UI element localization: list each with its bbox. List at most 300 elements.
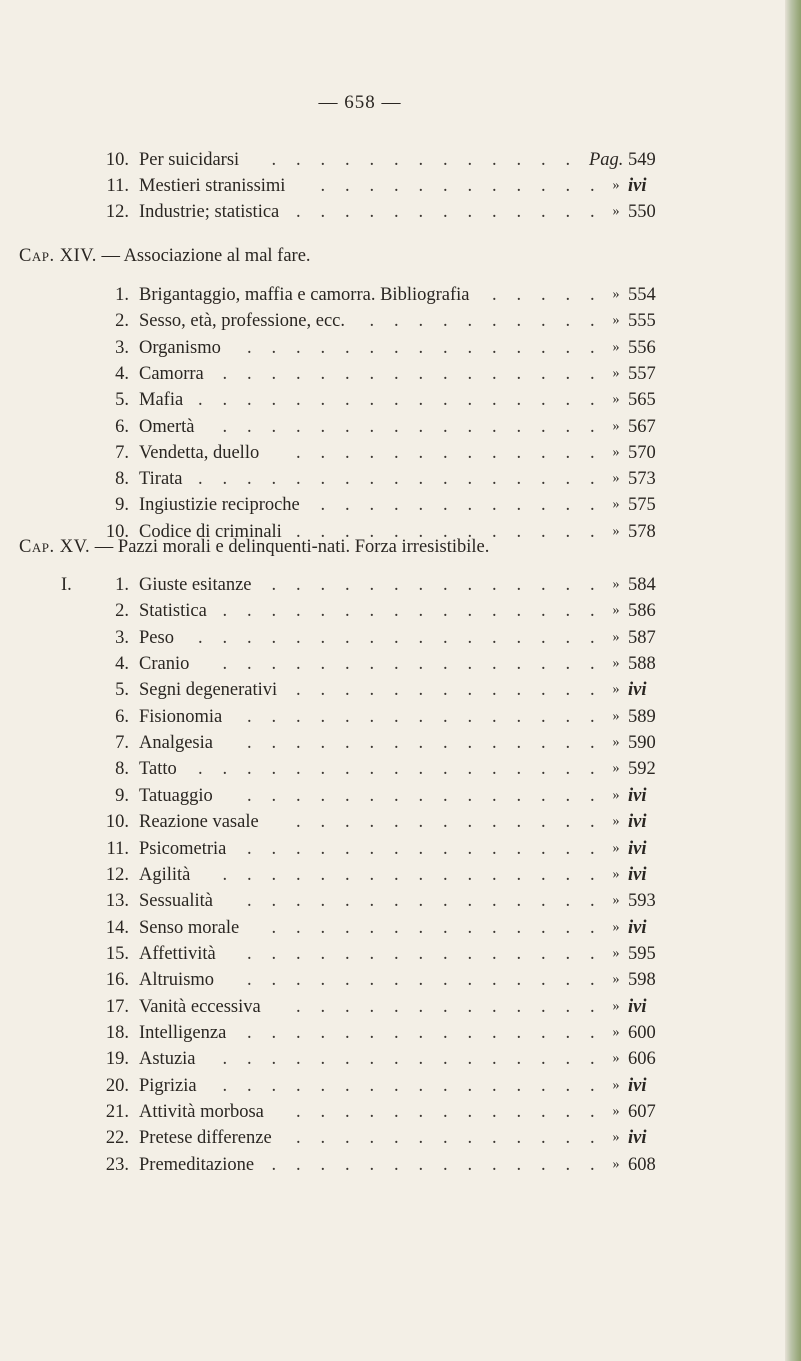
leader-dot: . <box>492 680 497 700</box>
leader-dot: . <box>320 654 326 674</box>
leader-dot: . <box>418 1102 424 1122</box>
leader-dot: . <box>296 390 301 410</box>
page-reference: 598 <box>628 970 656 990</box>
leader-dot: . <box>516 891 522 911</box>
chapter-title: — Pazzi morali e delinquenti-nati. Forza irresistibile. <box>94 537 490 557</box>
leader-dot: . <box>394 1076 399 1096</box>
leader-dot: . <box>565 997 571 1017</box>
ditto-mark: » <box>612 630 620 645</box>
leader-dot: . <box>418 1076 424 1096</box>
leader-dot: . <box>320 443 326 463</box>
leader-dot: . <box>345 443 350 463</box>
leader-dot: . <box>369 891 375 911</box>
leader-dot: . <box>320 970 326 990</box>
leader-dot: . <box>443 390 448 410</box>
leader-dot: . <box>320 601 326 621</box>
entry-title: Fisionomia <box>139 707 223 727</box>
leader-dot: . <box>369 364 375 384</box>
toc-entry <box>0 387 785 413</box>
toc-entry <box>0 572 785 598</box>
leader-dot: . <box>590 390 595 410</box>
leader-dot: . <box>345 865 350 885</box>
leader-dot: . <box>198 628 203 648</box>
leader-dot: . <box>418 1128 424 1148</box>
leader-dot: . <box>296 865 301 885</box>
leader-dot: . <box>467 338 473 358</box>
leader-dot: . <box>443 1049 448 1069</box>
entry-title: Agilità <box>139 865 191 885</box>
leader-dot: . <box>394 443 399 463</box>
leader-dot: . <box>443 202 448 222</box>
leader-dot: . <box>296 522 301 542</box>
ditto-mark: » <box>612 419 620 434</box>
leader-dot: . <box>271 417 277 437</box>
leader-dot: . <box>492 997 497 1017</box>
leader-dot: . <box>296 997 301 1017</box>
leader-dot: . <box>467 311 473 331</box>
leader-dot: . <box>443 839 448 859</box>
entry-title: Tatto <box>139 759 177 779</box>
leader-dot: . <box>418 970 424 990</box>
entry-title: Camorra <box>139 364 204 384</box>
page-reference: 588 <box>628 654 656 674</box>
leader-dot: . <box>541 654 546 674</box>
leader-dot: . <box>271 469 277 489</box>
leader-dot: . <box>467 839 473 859</box>
entry-number: 8. <box>115 469 129 489</box>
leader-dot: . <box>320 786 326 806</box>
leader-dot: . <box>492 1102 497 1122</box>
leader-dot: . <box>345 522 350 542</box>
leader-dot: . <box>345 1023 350 1043</box>
leader-dot: . <box>394 812 399 832</box>
toc-entry <box>0 1020 785 1046</box>
leader-dot: . <box>443 944 448 964</box>
leader-dot: . <box>516 469 522 489</box>
leader-dot: . <box>565 1102 571 1122</box>
leader-dot: . <box>345 733 350 753</box>
leader-dot: . <box>369 202 375 222</box>
leader-dot: . <box>590 364 595 384</box>
entry-number: 3. <box>115 338 129 358</box>
ditto-mark: » <box>612 1157 620 1172</box>
leader-dot: . <box>369 176 375 196</box>
leader-dot: . <box>516 1076 522 1096</box>
leader-dot: . <box>369 522 375 542</box>
leader-dot: . <box>541 680 546 700</box>
page-reference: 587 <box>628 628 656 648</box>
entry-number: 3. <box>115 628 129 648</box>
ditto-mark: » <box>612 204 620 219</box>
leader-dot: . <box>492 654 497 674</box>
leader-dot: . <box>590 812 595 832</box>
leader-dot: . <box>296 1076 301 1096</box>
leader-dot: . <box>418 1049 424 1069</box>
entry-number: 4. <box>115 364 129 384</box>
leader-dot: . <box>418 364 424 384</box>
leader-dot: . <box>443 733 448 753</box>
leader-dot: . <box>394 1102 399 1122</box>
leader-dot: . <box>541 1128 546 1148</box>
toc-entry <box>0 967 785 993</box>
leader-dot: . <box>590 970 595 990</box>
leader-dot: . <box>590 417 595 437</box>
page-reference: 575 <box>628 495 656 515</box>
leader-dot: . <box>467 522 473 542</box>
leader-dot: . <box>492 1155 497 1175</box>
leader-dot: . <box>541 1076 546 1096</box>
leader-dot: . <box>492 417 497 437</box>
leader-dot: . <box>541 628 546 648</box>
leader-dot: . <box>345 417 350 437</box>
ditto-mark: » <box>612 972 620 987</box>
leader-dot: . <box>296 364 301 384</box>
entry-number: 10. <box>105 150 129 170</box>
leader-dot: . <box>345 390 350 410</box>
leader-dot: . <box>345 1049 350 1069</box>
ditto-mark: » <box>612 1078 620 1093</box>
toc-entry <box>0 730 785 756</box>
ditto-mark: » <box>612 920 620 935</box>
leader-dot: . <box>467 1076 473 1096</box>
leader-dot: . <box>345 707 350 727</box>
ditto-mark: » <box>612 893 620 908</box>
leader-dot: . <box>369 601 375 621</box>
leader-dot: . <box>320 1023 326 1043</box>
leader-dot: . <box>247 839 252 859</box>
leader-dot: . <box>565 364 571 384</box>
toc-entry <box>0 783 785 809</box>
leader-dot: . <box>590 1102 595 1122</box>
leader-dot: . <box>541 865 546 885</box>
leader-dot: . <box>369 812 375 832</box>
leader-dot: . <box>541 1049 546 1069</box>
leader-dot: . <box>296 1102 301 1122</box>
page-reference: 570 <box>628 443 656 463</box>
leader-dot: . <box>369 150 375 170</box>
leader-dot: . <box>296 417 301 437</box>
leader-dot: . <box>467 759 473 779</box>
page-reference: ivi <box>628 839 647 859</box>
toc-entry <box>0 888 785 914</box>
page-reference: 565 <box>628 390 656 410</box>
leader-dot: . <box>467 997 473 1017</box>
leader-dot: . <box>296 970 301 990</box>
leader-dot: . <box>369 654 375 674</box>
toc-entry <box>0 466 785 492</box>
leader-dot: . <box>296 944 301 964</box>
leader-dot: . <box>394 311 399 331</box>
leader-dot: . <box>394 654 399 674</box>
page-reference: ivi <box>628 1128 647 1148</box>
leader-dot: . <box>443 338 448 358</box>
page-reference: 567 <box>628 417 656 437</box>
leader-dot: . <box>418 575 424 595</box>
entry-number: 12. <box>105 865 129 885</box>
leader-dot: . <box>247 759 252 779</box>
leader-dot: . <box>590 1076 595 1096</box>
chapter-label: Cap. XV. <box>19 537 91 557</box>
leader-dot: . <box>320 865 326 885</box>
leader-dot: . <box>565 628 571 648</box>
leader-dot: . <box>369 733 375 753</box>
leader-dot: . <box>296 891 301 911</box>
leader-dot: . <box>443 891 448 911</box>
entry-title: Mafia <box>139 390 184 410</box>
toc-entry <box>0 1125 785 1151</box>
leader-dot: . <box>345 997 350 1017</box>
leader-dot: . <box>271 839 277 859</box>
leader-dot: . <box>443 150 448 170</box>
leader-dot: . <box>565 443 571 463</box>
leader-dot: . <box>369 338 375 358</box>
leader-dot: . <box>541 601 546 621</box>
leader-dot: . <box>541 202 546 222</box>
leader-dot: . <box>247 601 252 621</box>
page-label: Pag. <box>589 150 624 170</box>
leader-dot: . <box>271 654 277 674</box>
leader-dot: . <box>345 918 350 938</box>
ditto-mark: » <box>612 392 620 407</box>
leader-dot: . <box>345 1155 350 1175</box>
leader-dot: . <box>516 997 522 1017</box>
leader-dot: . <box>516 176 522 196</box>
ditto-mark: » <box>612 867 620 882</box>
ditto-mark: » <box>612 841 620 856</box>
leader-dot: . <box>222 390 228 410</box>
leader-dot: . <box>418 891 424 911</box>
leader-dot: . <box>198 469 203 489</box>
leader-dot: . <box>565 469 571 489</box>
leader-dot: . <box>492 865 497 885</box>
leader-dot: . <box>565 970 571 990</box>
leader-dot: . <box>418 944 424 964</box>
leader-dot: . <box>369 839 375 859</box>
ditto-mark: » <box>612 999 620 1014</box>
leader-dot: . <box>222 1049 228 1069</box>
leader-dot: . <box>516 839 522 859</box>
leader-dot: . <box>492 707 497 727</box>
leader-dot: . <box>369 865 375 885</box>
leader-dot: . <box>222 469 228 489</box>
leader-dot: . <box>394 1155 399 1175</box>
leader-dot: . <box>271 338 277 358</box>
leader-dot: . <box>443 997 448 1017</box>
leader-dot: . <box>345 759 350 779</box>
leader-dot: . <box>345 786 350 806</box>
leader-dot: . <box>492 469 497 489</box>
leader-dot: . <box>369 575 375 595</box>
leader-dot: . <box>296 759 301 779</box>
leader-dot: . <box>492 759 497 779</box>
leader-dot: . <box>296 733 301 753</box>
leader-dot: . <box>565 654 571 674</box>
entry-title: Altruismo <box>139 970 215 990</box>
leader-dot: . <box>320 364 326 384</box>
leader-dot: . <box>345 839 350 859</box>
leader-dot: . <box>222 1076 228 1096</box>
ditto-mark: » <box>612 287 620 302</box>
leader-dot: . <box>467 970 473 990</box>
leader-dot: . <box>418 707 424 727</box>
leader-dot: . <box>443 417 448 437</box>
leader-dot: . <box>418 150 424 170</box>
leader-dot: . <box>345 654 350 674</box>
leader-dot: . <box>320 628 326 648</box>
page-reference: 589 <box>628 707 656 727</box>
entry-number: 14. <box>105 918 129 938</box>
leader-dot: . <box>516 707 522 727</box>
leader-dot: . <box>296 443 301 463</box>
leader-dot: . <box>369 1049 375 1069</box>
leader-dot: . <box>541 364 546 384</box>
leader-dot: . <box>467 944 473 964</box>
ditto-mark: » <box>612 788 620 803</box>
leader-dot: . <box>443 865 448 885</box>
leader-dot: . <box>590 1155 595 1175</box>
leader-dot: . <box>492 202 497 222</box>
leader-dot: . <box>516 150 522 170</box>
leader-dot: . <box>565 150 571 170</box>
leader-dot: . <box>271 759 277 779</box>
page-reference: ivi <box>628 1076 647 1096</box>
entry-number: 4. <box>115 654 129 674</box>
leader-dot: . <box>369 1102 375 1122</box>
leader-dot: . <box>467 364 473 384</box>
leader-dot: . <box>541 575 546 595</box>
leader-dot: . <box>516 970 522 990</box>
leader-dot: . <box>247 707 252 727</box>
leader-dot: . <box>590 628 595 648</box>
leader-dot: . <box>492 628 497 648</box>
entry-number: 7. <box>115 443 129 463</box>
leader-dot: . <box>369 918 375 938</box>
ditto-mark: » <box>612 709 620 724</box>
leader-dot: . <box>492 786 497 806</box>
page-reference: 549 <box>628 150 656 170</box>
leader-dot: . <box>565 495 571 515</box>
entry-number: 9. <box>115 786 129 806</box>
toc-entry <box>0 173 785 199</box>
leader-dot: . <box>296 786 301 806</box>
entry-title: Segni degenerativi <box>139 680 278 700</box>
leader-dot: . <box>516 338 522 358</box>
leader-dot: . <box>590 654 595 674</box>
entry-number: 13. <box>105 891 129 911</box>
leader-dot: . <box>565 944 571 964</box>
page-reference: 608 <box>628 1155 656 1175</box>
leader-dot: . <box>590 891 595 911</box>
entry-title: Pigrizia <box>139 1076 197 1096</box>
leader-dot: . <box>369 417 375 437</box>
leader-dot: . <box>443 1155 448 1175</box>
leader-dot: . <box>443 522 448 542</box>
leader-dot: . <box>247 1023 252 1043</box>
leader-dot: . <box>271 786 277 806</box>
leader-dot: . <box>418 997 424 1017</box>
leader-dot: . <box>467 417 473 437</box>
leader-dot: . <box>418 417 424 437</box>
leader-dot: . <box>222 865 228 885</box>
ditto-mark: » <box>612 682 620 697</box>
leader-dot: . <box>369 1155 375 1175</box>
toc-entry <box>0 361 785 387</box>
leader-dot: . <box>296 1128 301 1148</box>
entry-title: Tatuaggio <box>139 786 213 806</box>
leader-dot: . <box>418 839 424 859</box>
leader-dot: . <box>467 1023 473 1043</box>
leader-dot: . <box>345 150 350 170</box>
leader-dot: . <box>516 285 522 305</box>
leader-dot: . <box>222 628 228 648</box>
leader-dot: . <box>247 733 252 753</box>
leader-dot: . <box>369 311 375 331</box>
leader-dot: . <box>565 417 571 437</box>
leader-dot: . <box>492 918 497 938</box>
leader-dot: . <box>271 601 277 621</box>
leader-dot: . <box>565 285 571 305</box>
leader-dot: . <box>467 443 473 463</box>
entry-number: 11. <box>106 176 129 196</box>
leader-dot: . <box>590 202 595 222</box>
leader-dot: . <box>369 1023 375 1043</box>
leader-dot: . <box>345 338 350 358</box>
toc-entry <box>0 1046 785 1072</box>
leader-dot: . <box>296 1155 301 1175</box>
leader-dot: . <box>394 417 399 437</box>
leader-dot: . <box>467 707 473 727</box>
leader-dot: . <box>320 202 326 222</box>
page-reference: 573 <box>628 469 656 489</box>
leader-dot: . <box>394 707 399 727</box>
leader-dot: . <box>271 150 277 170</box>
ditto-mark: » <box>612 946 620 961</box>
leader-dot: . <box>345 364 350 384</box>
page-reference: 578 <box>628 522 656 542</box>
leader-dot: . <box>541 786 546 806</box>
leader-dot: . <box>516 944 522 964</box>
leader-dot: . <box>369 1076 375 1096</box>
leader-dot: . <box>320 1076 326 1096</box>
leader-dot: . <box>394 364 399 384</box>
leader-dot: . <box>369 495 375 515</box>
page-number-header: — 658 — <box>318 92 402 113</box>
leader-dot: . <box>320 176 326 196</box>
leader-dot: . <box>394 495 399 515</box>
entry-number: 15. <box>105 944 129 964</box>
leader-dot: . <box>590 1049 595 1069</box>
ditto-mark: » <box>612 735 620 750</box>
entry-title: Organismo <box>139 338 221 358</box>
toc-entry <box>0 915 785 941</box>
leader-dot: . <box>320 1102 326 1122</box>
entry-number: 5. <box>115 680 129 700</box>
entry-number: 6. <box>115 417 129 437</box>
leader-dot: . <box>492 944 497 964</box>
entry-title: Statistica <box>139 601 207 621</box>
leader-dot: . <box>296 812 301 832</box>
leader-dot: . <box>369 443 375 463</box>
leader-dot: . <box>467 469 473 489</box>
leader-dot: . <box>418 654 424 674</box>
leader-dot: . <box>320 918 326 938</box>
leader-dot: . <box>541 469 546 489</box>
page-reference: 586 <box>628 601 656 621</box>
leader-dot: . <box>271 944 277 964</box>
leader-dot: . <box>516 1128 522 1148</box>
leader-dot: . <box>320 680 326 700</box>
leader-dot: . <box>492 522 497 542</box>
